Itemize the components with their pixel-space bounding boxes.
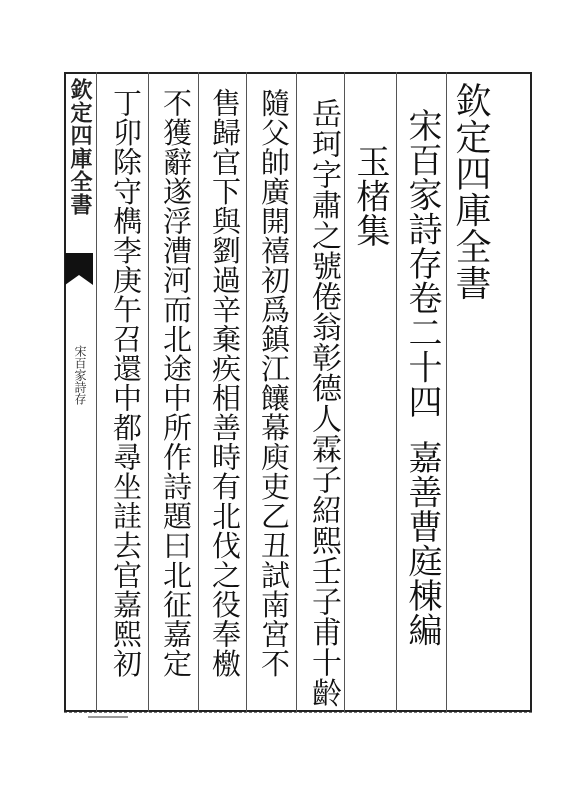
- compiler-credit: 嘉善曹庭棟編: [402, 440, 442, 647]
- bottom-rule: [64, 712, 532, 713]
- column-divider: [446, 72, 447, 712]
- collection-title: 玉楮集: [350, 144, 390, 248]
- body-column-2: 隨父帥廣開禧初爲鎮江饟幕庾吏乙丑試南宮不: [257, 88, 291, 678]
- margin-book-title: 欽定四庫全書: [67, 78, 93, 216]
- fishtail-mark: [65, 253, 93, 275]
- library-title: 欽定四庫全書: [450, 82, 491, 301]
- body-column-4: 不獲辭遂浮漕河而北途中所作詩題曰北征嘉定: [159, 88, 193, 678]
- column-divider: [246, 72, 247, 712]
- column-divider: [344, 72, 345, 712]
- page-fold-mark: [88, 716, 128, 718]
- margin-short-title: 宋百家詩存: [73, 345, 87, 405]
- column-divider: [148, 72, 149, 712]
- column-divider: [296, 72, 297, 712]
- body-column-1: 岳珂字肅之號倦翁彰德人霖子紹熙壬子甫十齡: [306, 98, 341, 708]
- body-column-3: 售歸官下與劉過辛棄疾相善時有北伐之役奉檄: [208, 88, 242, 678]
- column-divider: [396, 72, 397, 712]
- column-divider: [198, 72, 199, 712]
- volume-title: 宋百家詩存卷二十四: [402, 108, 442, 419]
- column-divider: [96, 72, 97, 712]
- body-column-5: 丁卯除守檇李庚午召還中都尋坐詿去官嘉熙初: [109, 88, 143, 678]
